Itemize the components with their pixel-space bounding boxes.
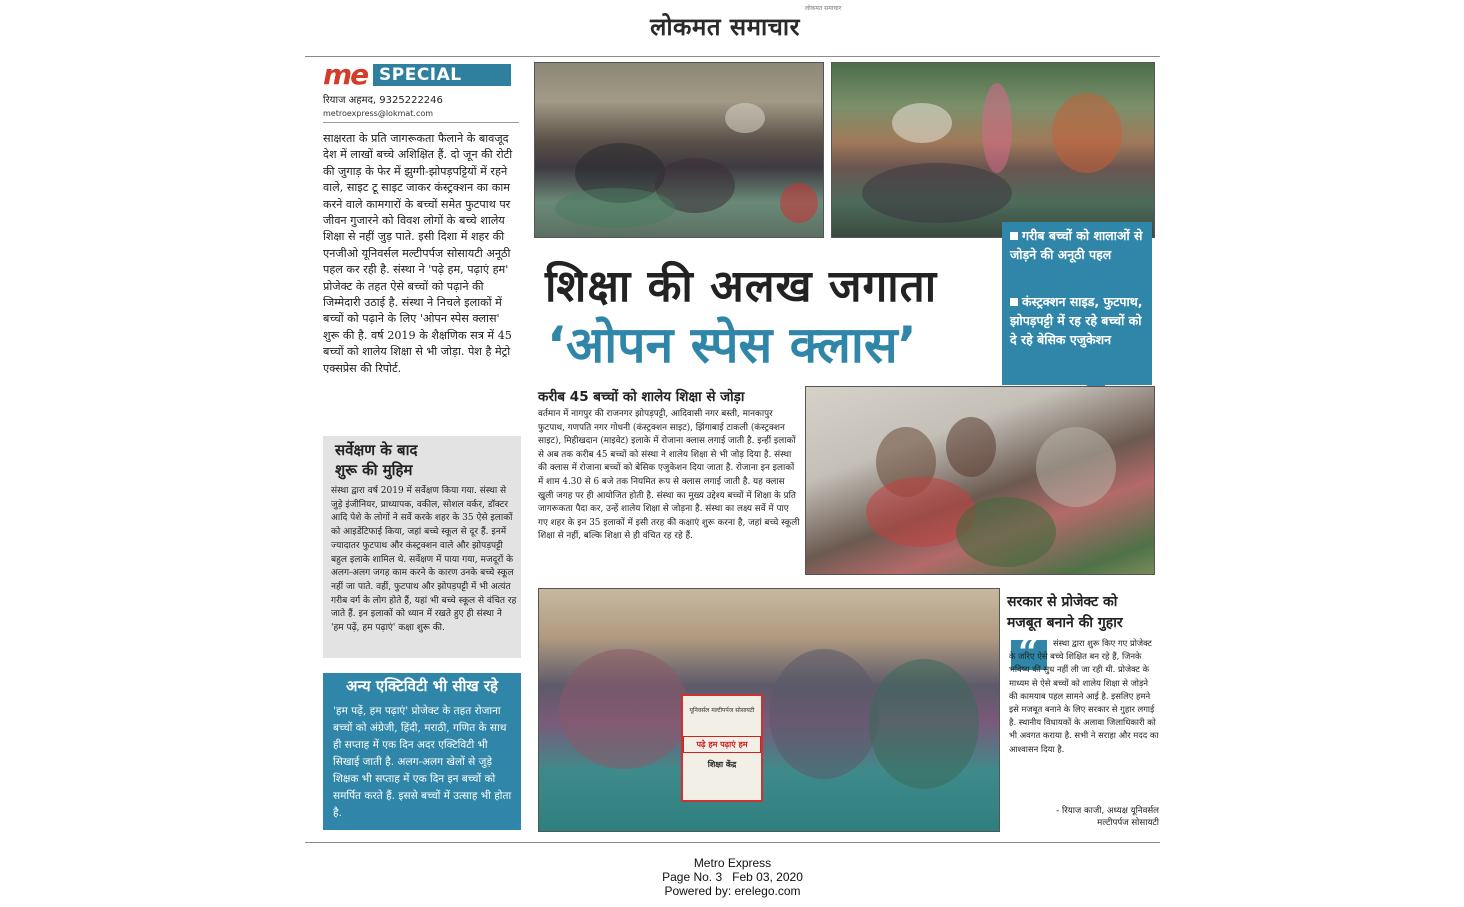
banner-top: यूनिवर्सल मल्टीपर्पज सोसायटी: [689, 707, 755, 714]
photo-group-banner: [538, 588, 1000, 832]
author-email: metroexpress@lokmat.com: [323, 109, 434, 118]
highlights-box: [1002, 222, 1152, 385]
logo-me: me: [323, 58, 368, 91]
footer-powered-by: Powered by: erelego.com: [664, 884, 801, 898]
photo-open-class-2: [831, 62, 1155, 238]
masthead-tagline: लोकमत समाचार: [805, 5, 842, 12]
masthead-title: लोकमत समाचार: [650, 12, 800, 41]
appeal-text: संस्था द्वारा शुरू किए गए प्रोजेक्ट के जरिए ऐसे बच्चे शिक्षित बन रहे हैं, जिनके भविष्य की सुध नहीं ली जा रही थी. प्रोजेक्ट के माध्यम से ऐसे बच्चों को शालेय शिक्षा से जोड़ने की कामयाब पहल सामने आई है. इसलिए हमने इसे मजबूत बनाने के लिए सरकार से गुहार लगाई है. स्थानीय विधायकों के अलावा जिलाधिकारी को भी अवगत कराया है. सभी ने सराहा और मदद का आश्वासन दिया है.: [1009, 638, 1159, 754]
banner-mid: पढ़े हम पढ़ाएं हम: [683, 736, 761, 753]
survey-text: संस्था द्वारा वर्ष 2019 में सर्वेक्षण किया गया. संस्था से जुड़े इंजीनियर, प्राध्यापक, वकील, सोशल वर्कर, डॉक्टर आदि पेशे के लोगों ने सर्वे करके शहर के 35 ऐसे इलाकों को आइडेंटिफाई किया, जहां बच्चे स्कूल से दूर हैं. इनमें ज्यादातर फुटपाथ और कंस्ट्रक्शन वाले और झोपड़पट्टी बहुल इलाके शामिल थे. सर्वेक्षण में पाया गया, मजदूरों के अलग-अलग जगह काम करने के कारण उनके बच्चे स्कूल नहीं जा पाते. वहीं, फुटपाथ और झोपड़पट्टी में भी अत्यंत गरीब वर्ग के लोग होते हैं, यहां भी बच्चे स्कूल से वंचित रह जाते हैं. इन इलाकों को ध्यान में रखते हुए ही संस्था ने 'हम पढ़ें, हम पढ़ाएं' कक्षा शुरू की.: [331, 486, 517, 634]
survey-heading-line1: सर्वेक्षण के बाद: [335, 441, 418, 459]
bullet-square-icon: [1010, 298, 1018, 306]
survey-box: [323, 436, 521, 658]
activity-text: 'हम पढ़ें, हम पढ़ाएं' प्रोजेक्ट के तहत रोजाना बच्चों को अंग्रेजी, हिंदी, मराठी, गणित के साथ ही सप्ताह में एक दिन अदर एक्टिविटी भी सिखाई जाती है. अलग-अलग खेलों से जुड़े शिक्षक भी सप्ताह में एक दिन इन बच्चों को समर्पित करते हैं. इससे बच्चों में उत्साह भी होता है.: [333, 705, 512, 819]
masthead: [305, 0, 1160, 57]
appeal-signature: [1011, 805, 1159, 829]
photo-open-class-1: [534, 62, 824, 238]
headline-line2: ‘ओपन स्पेस क्लास’: [547, 316, 917, 374]
survey-heading-line2: शुरू की मुहिम: [335, 461, 413, 479]
footer-publication: Metro Express: [693, 856, 772, 870]
footer-divider: [305, 842, 1160, 843]
newspaper-page: [305, 0, 1160, 907]
logo-special: SPECIAL: [373, 64, 511, 86]
bullet-square-icon: [1010, 232, 1018, 240]
author-byline: रियाज अहमद, 9325222246: [323, 95, 443, 106]
project-banner: [681, 694, 763, 802]
activity-box: [323, 673, 521, 830]
footer-page-date: Page No. 3 Feb 03, 2020: [662, 870, 803, 884]
highlight-1: गरीब बच्चों को शालाओं से जोड़ने की अनूठी पहल: [1010, 228, 1143, 262]
signature-line2: मल्टीपर्पज सोसायटी: [1097, 818, 1159, 828]
article-text: वर्तमान में नागपुर की राजनगर झोपड़पट्टी, आदिवासी नगर बस्ती, मानकापुर फुटपाथ, गणपति नगर गोधनी (कंस्ट्रक्शन साइट), झिंगाबाई टाकली (कंस्ट्रक्शन साइट), मिहीखदान (माइवेट) इलाके में रोजाना क्लास लगाई जाती है. इन्हीं इलाकों से अब तक करीब 45 बच्चों को संस्था ने शालेय शिक्षा से भी जोड़ दिया है. संस्था की क्लास में रोजाना बच्चों को बेसिक एजुकेशन दिया जाता है. रोजाना इन इलाकों में शाम 4.30 से 6 बजे तक नियमित रूप से क्लास लगाई जाती है. यह क्लास खुली जगह पर ही आयोजित होती है. संस्था का मुख्य उद्देश्य बच्चों में शिक्षा के प्रति जागरूकता पैदा कर, उन्हें शालेय शिक्षा से जोड़ना है. संस्था का लक्ष्य सर्वे में पाए गए शहर के इन 35 इलाकों में इसी तरह की कक्षाएं शुरू करना है, जहां बच्चे स्कूली शिक्षा से नहीं, बल्कि शिक्षा से ही वंचित रह रहे हैं.: [538, 409, 800, 542]
appeal-heading: सरकार से प्रोजेक्ट को मजबूत बनाने की गुहार: [1007, 594, 1123, 631]
quote-icon: “: [1011, 640, 1047, 670]
page-footer: [305, 856, 1160, 898]
photo-children-group: [805, 386, 1155, 575]
signature-line1: - रियाज काजी, अध्यक्ष यूनिवर्सल: [1056, 806, 1159, 816]
highlight-2: कंस्ट्रक्शन साइड, फुटपाथ, झोपड़पट्टी में रह रहे बच्चों को दे रहे बेसिक एजुकेशन: [1010, 294, 1143, 347]
headline-line1: शिक्षा की अलख जगाता: [545, 261, 938, 312]
divider: [323, 122, 519, 123]
intro-paragraph: साक्षरता के प्रति जागरूकता फैलाने के बावजूद देश में लाखों बच्चे अशिक्षित हैं. दो जून की रोटी की जुगाड़ के फेर में झुग्गी-झोपड़पट्टियों में रहने वाले, साइट टू साइट जाकर कंस्ट्रक्शन का काम करने वाले कामगारों के बच्चों समेत फुटपाथ पर जीवन गुजारने को विवश लोगों के बच्चे शालेय शिक्षा से नहीं जुड़ पाते. इसी दिशा में शहर की एनजीओ यूनिवर्सल मल्टीपर्पज सोसायटी अनूठी पहल कर रही है. संस्था ने 'पढ़े हम, पढ़ाएं हम' प्रोजेक्ट के तहत ऐसे बच्चों को पढ़ाने की जिम्मेदारी उठाई है. संस्था ने निचले इलाकों में बच्चों को पढ़ाने के लिए 'ओपन स्पेस क्लास' शुरू की है. वर्ष 2019 के शैक्षणिक सत्र में 45 बच्चों को शालेय शिक्षा से भी जोड़ा. पेश है मेट्रो एक्सप्रेस की रिपोर्ट.: [323, 132, 513, 375]
article-subheading: करीब 45 बच्चों को शालेय शिक्षा से जोड़ा: [538, 389, 745, 405]
survey-heading: [335, 440, 417, 480]
banner-bottom: शिक्षा केंद्र: [707, 760, 737, 769]
activity-heading: अन्य एक्टिविटी भी सीख रहे: [346, 677, 498, 695]
